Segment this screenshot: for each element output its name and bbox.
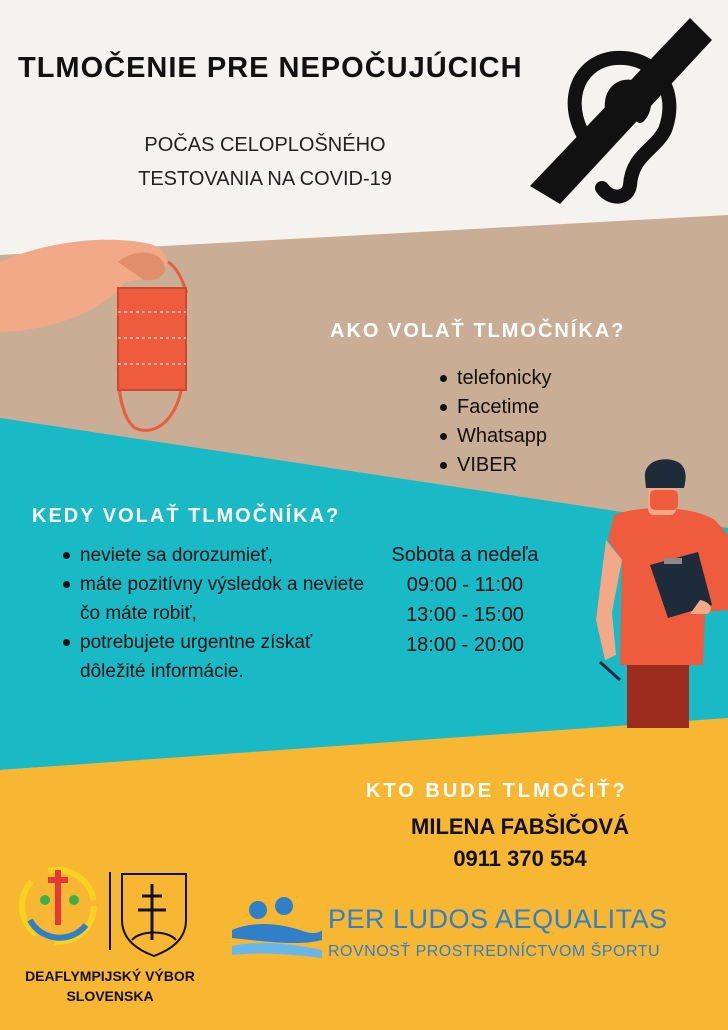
schedule-slot: 18:00 - 20:00 xyxy=(406,634,524,656)
poster-title: TLMOČENIE PRE NEPOČUJÚCICH xyxy=(18,52,523,84)
list-item: Facetime xyxy=(437,393,552,422)
when-to-call-list xyxy=(60,541,375,686)
list-item: VIBER xyxy=(437,451,552,480)
dvs-name-line: DEAFLYMPIJSKÝ VÝBOR xyxy=(25,968,195,984)
dvs-name xyxy=(0,966,220,1006)
per-ludos-tagline: ROVNOSŤ PROSTREDNÍCTVOM ŠPORTU xyxy=(328,943,661,960)
schedule-slot: 09:00 - 11:00 xyxy=(406,574,524,596)
who-interprets-heading: KTO BUDE TLMOČIŤ? xyxy=(366,780,628,802)
list-item: potrebujete urgentne získať dôležité informácie. xyxy=(60,628,375,686)
subtitle-line: TESTOVANIA NA COVID-19 xyxy=(138,168,392,190)
dvs-name-line: SLOVENSKA xyxy=(66,988,154,1004)
poster-subtitle xyxy=(95,128,435,196)
schedule-days: Sobota a nedeľa xyxy=(391,544,539,566)
list-item: neviete sa dorozumieť, xyxy=(60,541,375,570)
schedule-slot: 13:00 - 15:00 xyxy=(406,604,524,626)
when-to-call-heading: KEDY VOLAŤ TLMOČNÍKA? xyxy=(32,505,341,527)
interpreter-name: MILENA FABŠIČOVÁ xyxy=(411,814,629,839)
per-ludos-name: PER LUDOS AEQUALITAS xyxy=(328,904,668,934)
contact-methods-list xyxy=(437,364,552,480)
schedule xyxy=(385,540,545,660)
list-item: Whatsapp xyxy=(437,422,552,451)
list-item: máte pozitívny výsledok a neviete čo máte robiť, xyxy=(60,570,375,628)
list-item: telefonicky xyxy=(437,364,552,393)
interpreter-phone: 0911 370 554 xyxy=(453,846,587,871)
subtitle-line: POČAS CELOPLOŠNÉHO xyxy=(144,134,386,156)
how-to-call-heading: AKO VOLAŤ TLMOČNÍKA? xyxy=(330,320,626,342)
